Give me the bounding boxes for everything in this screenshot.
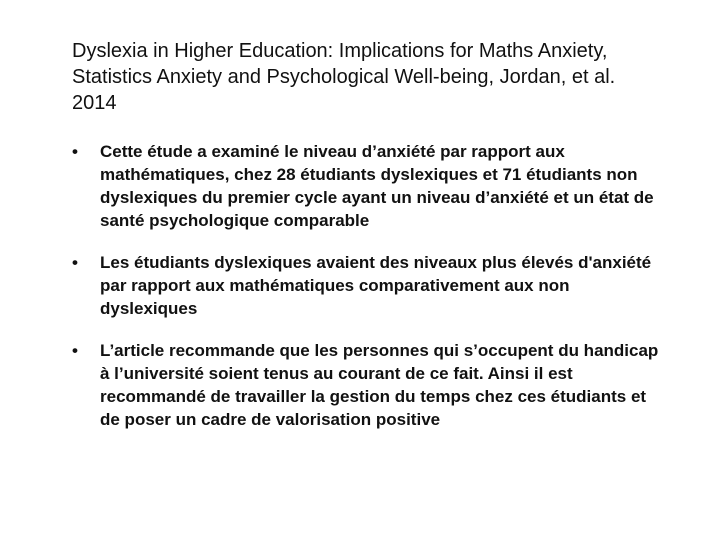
bullet-text: Cette étude a examiné le niveau d’anxiété par rapport aux mathématiques, chez 28 étudiants dyslexiques et 71 étudiants non dyslexiques du premier cycle ayant un niveau d’anxiété et un état de santé psychologique comparable xyxy=(100,142,654,230)
bullet-text: L’article recommande que les personnes qui s’occupent du handicap à l’université soient tenus au courant de ce fait. Ainsi il est recommandé de travailler la gestion du temps chez ces étudiants et de poser un cadre de valorisation positive xyxy=(100,341,659,429)
list-item xyxy=(72,251,662,320)
list-item xyxy=(72,140,662,232)
bullet-icon: • xyxy=(72,253,78,272)
bullet-icon: • xyxy=(72,341,78,360)
bullet-text: Les étudiants dyslexiques avaient des niveaux plus élevés d'anxiété par rapport aux mathématiques comparativement aux non dyslexiques xyxy=(100,253,652,318)
slide-title: Dyslexia in Higher Education: Implications for Maths Anxiety, Statistics Anxiety and Psychological Well-being, Jordan, et al. 2014 xyxy=(72,40,616,114)
list-item xyxy=(72,339,662,431)
bullet-icon: • xyxy=(72,142,78,161)
bullet-list xyxy=(72,140,662,431)
